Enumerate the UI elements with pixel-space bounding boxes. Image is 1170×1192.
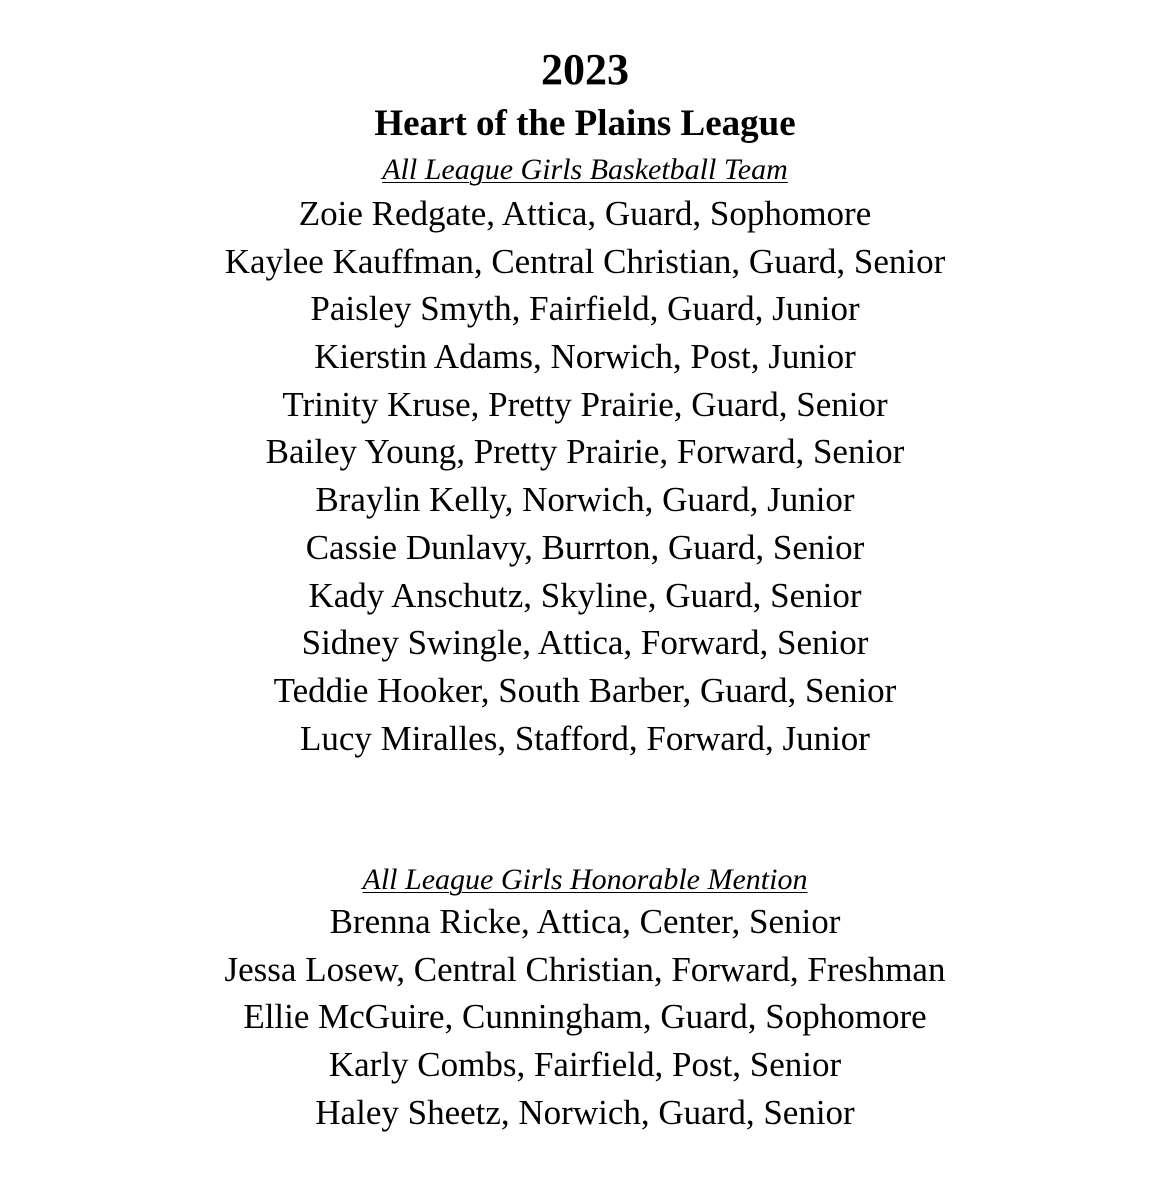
team-player-entry: Teddie Hooker, South Barber, Guard, Senior (273, 670, 897, 710)
honorable-mention-list (0, 898, 1170, 1136)
all-league-team-list (0, 190, 1170, 762)
league-title: Heart of the Plains League (374, 103, 796, 144)
team-player-entry: Sidney Swingle, Attica, Forward, Senior (301, 623, 869, 663)
honorable-mention-entry: Haley Sheetz, Norwich, Guard, Senior (315, 1092, 855, 1132)
team-player-entry: Kierstin Adams, Norwich, Post, Junior (314, 337, 856, 377)
team-player-entry: Cassie Dunlavy, Burrton, Guard, Senior (305, 527, 865, 567)
all-league-team-heading: All League Girls Basketball Team (382, 153, 788, 186)
honorable-mention-entry: Jessa Losew, Central Christian, Forward, Freshman (224, 949, 946, 989)
honorable-mention-heading: All League Girls Honorable Mention (362, 863, 808, 896)
team-player-entry: Trinity Kruse, Pretty Prairie, Guard, Senior (282, 384, 888, 424)
honorable-mention-entry: Ellie McGuire, Cunningham, Guard, Sophomore (243, 997, 927, 1037)
team-player-entry: Kady Anschutz, Skyline, Guard, Senior (308, 575, 862, 615)
document-year: 2023 (541, 45, 629, 94)
team-player-entry: Lucy Miralles, Stafford, Forward, Junior (300, 718, 870, 758)
team-player-entry: Paisley Smyth, Fairfield, Guard, Junior (310, 289, 860, 329)
team-player-entry: Braylin Kelly, Norwich, Guard, Junior (315, 480, 855, 520)
team-player-entry: Kaylee Kauffman, Central Christian, Guard, Senior (224, 241, 946, 281)
team-player-entry: Zoie Redgate, Attica, Guard, Sophomore (298, 194, 872, 233)
team-player-entry: Bailey Young, Pretty Prairie, Forward, Senior (265, 432, 905, 472)
honorable-mention-entry: Brenna Ricke, Attica, Center, Senior (329, 902, 841, 941)
honorable-mention-entry: Karly Combs, Fairfield, Post, Senior (328, 1045, 842, 1085)
